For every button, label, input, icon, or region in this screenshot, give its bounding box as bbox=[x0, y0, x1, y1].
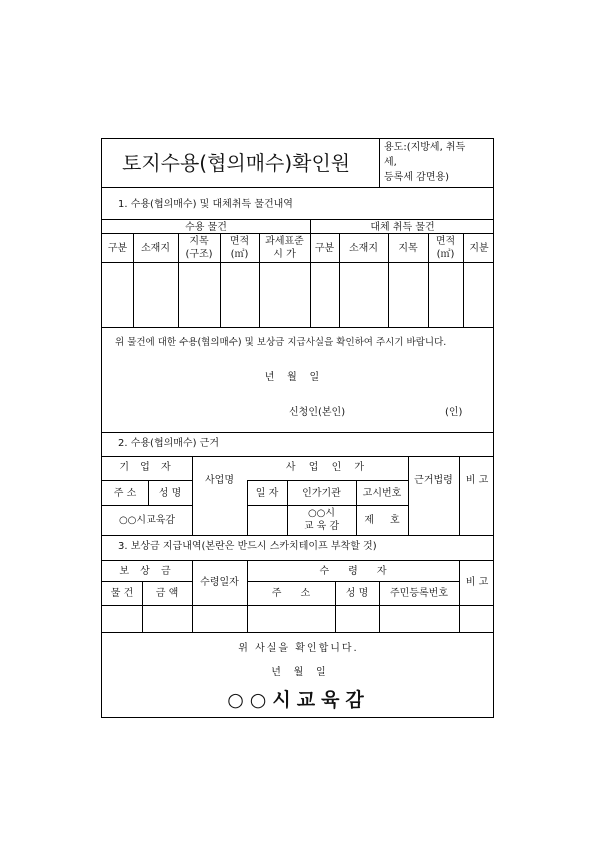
section1-heading: 1. 수용(협의매수) 및 대체취득 물건내역 bbox=[118, 199, 293, 210]
group-header-replacement: 대체 취득 물건 bbox=[370, 222, 435, 233]
section2-heading: 2. 수용(협의매수) 근거 bbox=[118, 438, 219, 449]
row-line bbox=[102, 560, 493, 561]
col-line bbox=[220, 233, 221, 327]
request-date: 년 월 일 bbox=[264, 372, 320, 383]
row-line bbox=[247, 480, 408, 481]
row-line bbox=[102, 480, 192, 481]
authority-label: 인가기관 bbox=[302, 488, 341, 499]
authority-value-1: ○○시 bbox=[307, 508, 336, 519]
footer-date: 년 월 일 bbox=[271, 667, 326, 678]
col-sigar: 시 가 bbox=[273, 249, 296, 260]
compensation-label: 보 상 금 bbox=[119, 566, 175, 577]
col-line bbox=[310, 219, 311, 327]
row-line bbox=[102, 219, 493, 220]
request-text: 위 물건에 대한 수용(협의매수) 및 보상금 지급사실을 확인하여 주시기 바랍니다. bbox=[115, 337, 447, 348]
col-r-area: 면적 bbox=[435, 236, 456, 247]
col-sojaeji: 소재지 bbox=[141, 243, 170, 254]
col-line bbox=[178, 233, 179, 327]
resident-no-label: 주민등록번호 bbox=[390, 588, 448, 599]
remarks-label: 비 고 bbox=[465, 475, 489, 486]
row-line bbox=[102, 432, 493, 433]
row-line bbox=[102, 605, 493, 606]
col-line bbox=[459, 560, 460, 632]
receipt-date-label: 수령일자 bbox=[200, 577, 239, 588]
header-bottom-line bbox=[102, 187, 493, 188]
approval-date-label: 일 자 bbox=[255, 488, 279, 499]
row-line bbox=[102, 456, 493, 457]
row-line bbox=[247, 505, 408, 506]
business-name-label: 사업명 bbox=[205, 475, 234, 486]
row-line bbox=[102, 535, 493, 536]
col-line bbox=[428, 233, 429, 327]
col-line bbox=[459, 456, 460, 535]
usage-line-2: 세, bbox=[384, 157, 397, 168]
notice-no-label: 고시번호 bbox=[362, 488, 402, 499]
confirm-text: 위 사실을 확인합니다. bbox=[238, 643, 359, 654]
col-gubun: 구분 bbox=[107, 243, 128, 254]
group-header-acquired: 수용 물건 bbox=[185, 222, 227, 233]
row-line bbox=[102, 233, 493, 234]
applicant-seal: (인) bbox=[445, 407, 463, 418]
header-divider bbox=[379, 139, 380, 188]
row-line bbox=[102, 327, 493, 328]
usage-line-1: 용도:(지방세, 취득 bbox=[384, 142, 466, 153]
form-title: 토지수용(협의매수)확인원 bbox=[122, 151, 351, 175]
col-line bbox=[259, 233, 260, 327]
approval-label: 사 업 인 가 bbox=[285, 462, 370, 473]
applicant-label: 신청인(본인) bbox=[289, 407, 346, 418]
col-area-unit: (㎡) bbox=[230, 249, 249, 260]
recipient-name-label: 성 명 bbox=[345, 588, 369, 599]
section3-heading: 3. 보상금 지급내역(본란은 반드시 스카치테이프 부착할 것) bbox=[118, 541, 377, 552]
amount-label: 금 액 bbox=[155, 588, 179, 599]
issuer: ○○시교육감 bbox=[227, 689, 370, 711]
address-label: 주 소 bbox=[113, 488, 137, 499]
col-jimok: 지목 bbox=[189, 236, 209, 247]
name-label: 성 명 bbox=[158, 488, 182, 499]
col-r-jibun: 지분 bbox=[469, 243, 489, 254]
col-r-sojaeji: 소재지 bbox=[349, 243, 378, 254]
row-line bbox=[102, 632, 493, 633]
col-gujo: (구조) bbox=[185, 249, 213, 260]
usage-line-3: 등록세 감면용) bbox=[384, 172, 450, 183]
col-area: 면적 bbox=[229, 236, 250, 247]
item-label: 물 건 bbox=[110, 588, 134, 599]
company-value: ○○시교육감 bbox=[118, 515, 176, 526]
company-label: 기 업 자 bbox=[119, 462, 175, 473]
col-line bbox=[408, 456, 409, 535]
recipient-label: 수 령 자 bbox=[319, 566, 387, 577]
row-line bbox=[247, 581, 459, 582]
col-gwase: 과세표준 bbox=[265, 236, 304, 247]
recipient-address-label: 주 소 bbox=[271, 588, 311, 599]
notice-value: 제 호 bbox=[364, 515, 400, 526]
row-line bbox=[102, 505, 192, 506]
confirmation-form bbox=[101, 138, 494, 718]
col-r-area-unit: (㎡) bbox=[436, 249, 455, 260]
row-line bbox=[102, 262, 493, 263]
authority-value-2: 교 육 감 bbox=[303, 521, 340, 532]
section3-remarks-label: 비 고 bbox=[465, 577, 489, 588]
legal-basis-label: 근거법령 bbox=[414, 475, 453, 486]
col-line bbox=[192, 456, 193, 535]
col-r-jimok: 지목 bbox=[398, 243, 418, 254]
col-r-gubun: 구분 bbox=[314, 243, 335, 254]
row-line bbox=[102, 581, 192, 582]
col-line bbox=[192, 560, 193, 632]
